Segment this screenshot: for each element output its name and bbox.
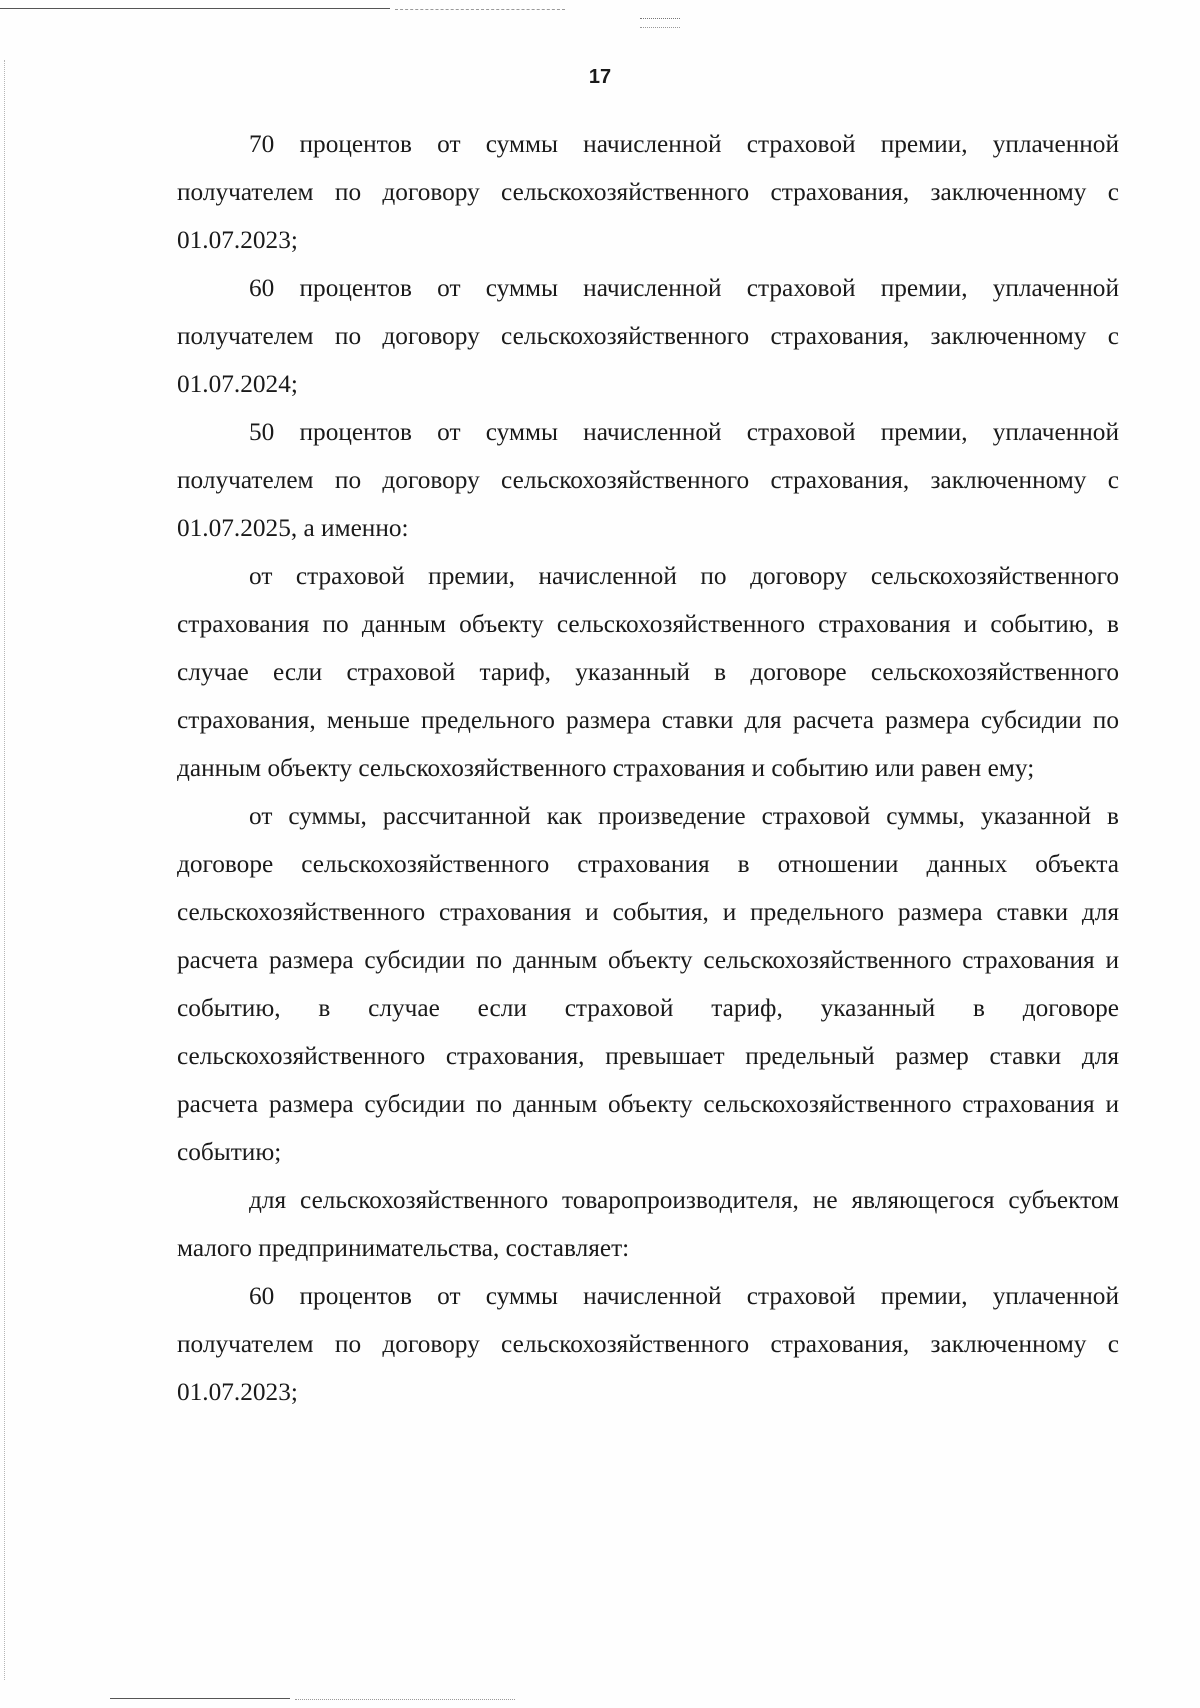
paragraph: 70 процентов от суммы начисленной страховой премии, уплаченной получателем по договору сельскохозяйственного страхования, заключенному с 01.07.2023; [177, 130, 1119, 254]
paragraph: для сельскохозяйственного товаропроизводителя, не являющегося субъектом малого предпринимательства, составляет: [177, 1186, 1119, 1262]
document-body [177, 120, 1119, 1416]
scan-artifact-line [295, 1699, 515, 1700]
scan-artifact-line [0, 8, 390, 9]
paragraph: 60 процентов от суммы начисленной страховой премии, уплаченной получателем по договору сельскохозяйственного страхования, заключенному с 01.07.2024; [177, 274, 1119, 398]
scan-artifact-mark [640, 18, 680, 28]
paragraph: 50 процентов от суммы начисленной страховой премии, уплаченной получателем по договору сельскохозяйственного страхования, заключенному с 01.07.2025, а именно: [177, 418, 1119, 542]
paragraph: от суммы, рассчитанной как произведение страховой суммы, указанной в договоре сельскохозяйственного страхования в отношении данных объекта сельскохозяйственного страхования и события, и предельного размера ставки для расчета размера субсидии по данным объекту сельскохозяйственного страхования и событию, в случае если страховой тариф, указанный в договоре сельскохозяйственного страхования, превышает предельный размер ставки для расчета размера субсидии по данным объекту сельскохозяйственного страхования и событию; [177, 802, 1119, 1166]
paragraph: от страховой премии, начисленной по договору сельскохозяйственного страхования по данным объекту сельскохозяйственного страхования и событию, в случае если страховой тариф, указанный в договоре сельскохозяйственного страхования, меньше предельного размера ставки для расчета размера субсидии по данным объекту сельскохозяйственного страхования и событию или равен ему; [177, 562, 1119, 782]
scan-artifact-line [110, 1698, 290, 1699]
scan-artifact-edge [4, 60, 5, 1680]
scan-artifact-line [395, 9, 565, 10]
page-number: 17 [588, 66, 612, 88]
paragraph: 60 процентов от суммы начисленной страховой премии, уплаченной получателем по договору сельскохозяйственного страхования, заключенному с 01.07.2023; [177, 1282, 1119, 1406]
